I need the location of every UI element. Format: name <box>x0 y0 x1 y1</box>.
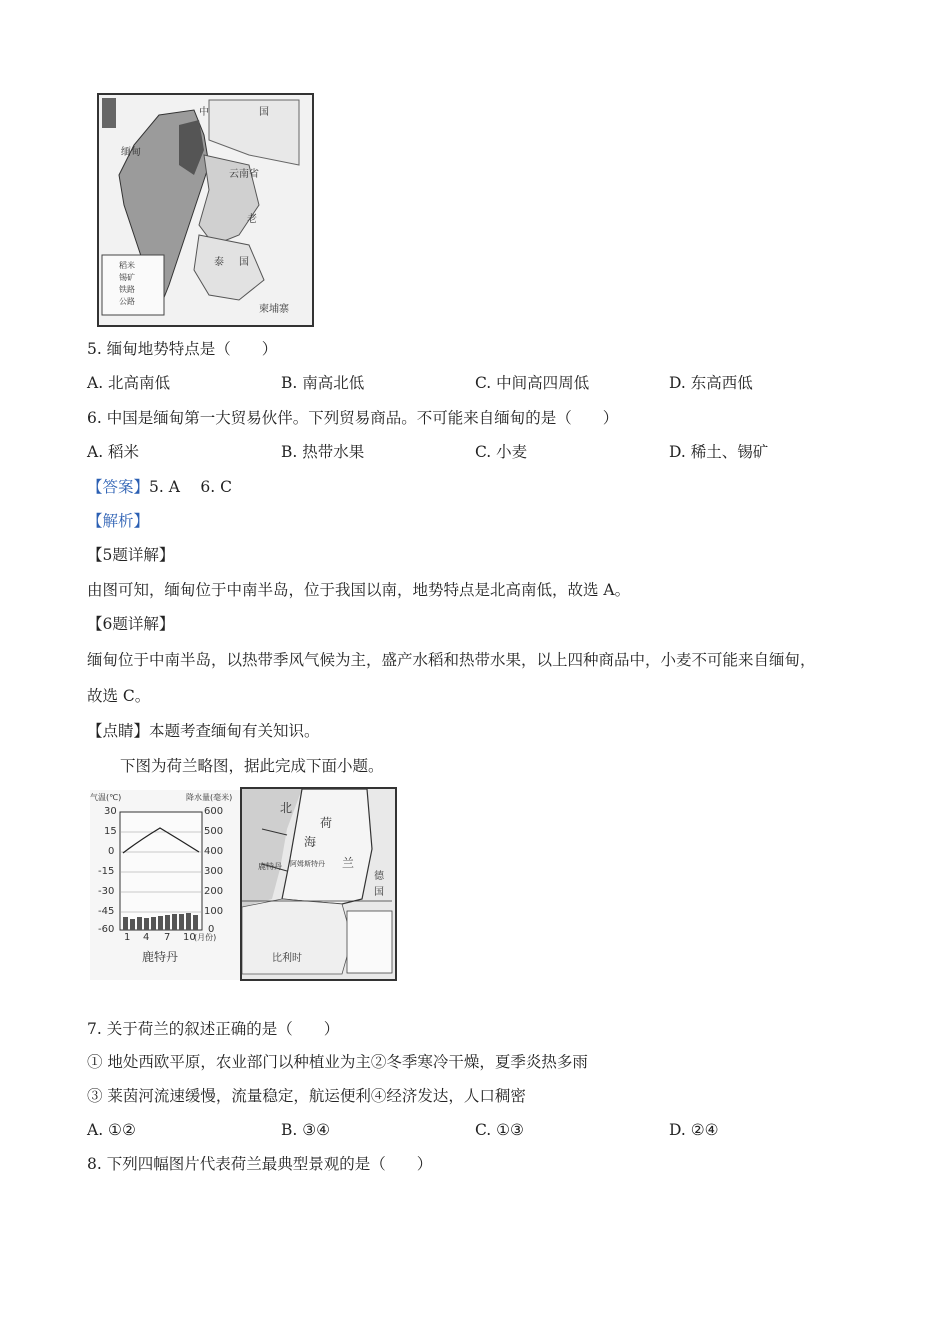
climate-x-tick-4: 4 <box>143 932 150 943</box>
q6-detail-head: 【6题详解】 <box>87 615 175 633</box>
map2-label-bei: 北 <box>280 801 293 815</box>
netherlands-map-drawing <box>242 789 395 979</box>
q7-option-d[interactable]: D. ②④ <box>669 1121 719 1139</box>
answer-text: 5. A 6. C <box>149 478 232 496</box>
netherlands-map <box>240 787 397 981</box>
climate-city: 鹿特丹 <box>142 950 179 964</box>
map2-label-belgium: 比利时 <box>272 953 302 964</box>
map2-label-rotterdam: 鹿特丹 <box>258 862 282 871</box>
climate-left-tick-4: -30 <box>98 886 115 897</box>
q6-question: 6. 中国是缅甸第一大贸易伙伴。下列贸易商品。不可能来自缅甸的是（ ） <box>87 409 619 427</box>
climate-right-tick-2: 400 <box>204 846 224 857</box>
q7-statement-2: ③ 莱茵河流速缓慢，流量稳定，航运便利④经济发达，人口稠密 <box>87 1087 526 1105</box>
q7-statement-1: ① 地处西欧平原，农业部门以种植业为主②冬季寒冷干燥，夏季炎热多雨 <box>87 1053 588 1071</box>
climate-month-label: (月份) <box>194 933 217 942</box>
map1-legend-rice: 稻米 <box>119 261 135 270</box>
climate-right-tick-5: 100 <box>204 906 224 917</box>
climate-left-tick-1: 15 <box>104 826 117 837</box>
q6-option-b[interactable]: B. 热带水果 <box>281 443 365 461</box>
climate-right-tick-0: 600 <box>204 806 224 817</box>
climate-x-tick-1: 1 <box>124 932 131 943</box>
map1-legend-tin: 锡矿 <box>119 273 135 282</box>
q7-option-a[interactable]: A. ①② <box>87 1121 136 1139</box>
answer-tag: 【答案】 <box>87 478 150 496</box>
climate-temp-label: 气温(℃) <box>90 793 122 802</box>
map2-label-de: 德 <box>374 871 384 882</box>
q6-option-a[interactable]: A. 稻米 <box>87 443 140 461</box>
map1-label-guo: 国 <box>259 107 269 118</box>
map2-label-amsterdam: 阿姆斯特丹 <box>290 860 325 868</box>
q5-option-c[interactable]: C. 中间高四周低 <box>475 374 590 392</box>
climate-chart <box>90 790 240 980</box>
climate-left-tick-5: -45 <box>98 906 115 917</box>
q6-option-c[interactable]: C. 小麦 <box>475 443 528 461</box>
map1-label-guo2: 国 <box>239 257 249 268</box>
map1-label-zhong: 中 <box>199 107 209 118</box>
q5-detail-head: 【5题详解】 <box>87 546 175 564</box>
myanmar-map <box>97 93 314 327</box>
q5-question: 5. 缅甸地势特点是（ ） <box>87 340 278 358</box>
q5-option-d[interactable]: D. 东高西低 <box>669 374 753 392</box>
q6-detail-body-1: 缅甸位于中南半岛，以热带季风气候为主，盛产水稻和热带水果，以上四种商品中，小麦不可能来自缅甸， <box>87 651 816 669</box>
climate-left-tick-6: -60 <box>98 924 115 935</box>
climate-x-tick-7: 7 <box>164 932 171 943</box>
climate-left-tick-0: 30 <box>104 806 117 817</box>
q6-option-d[interactable]: D. 稀土、锡矿 <box>669 443 769 461</box>
map1-label-yunnan: 云南省 <box>229 169 259 180</box>
map2-label-hai: 海 <box>304 835 317 849</box>
q7-option-b[interactable]: B. ③④ <box>281 1121 331 1139</box>
climate-right-tick-6: 0 <box>208 924 215 935</box>
q7-question: 7. 关于荷兰的叙述正确的是（ ） <box>87 1020 340 1038</box>
q7-option-c[interactable]: C. ①③ <box>475 1121 524 1139</box>
climate-left-tick-2: 0 <box>108 846 115 857</box>
climate-x-tick-10: 10 <box>183 932 196 943</box>
q8-question: 8. 下列四幅图片代表荷兰最典型景观的是（ ） <box>87 1155 433 1173</box>
map1-legend-road: 公路 <box>119 297 135 306</box>
map2-label-guo: 国 <box>374 887 384 898</box>
map1-label-cambodia: 柬埔寨 <box>259 304 289 315</box>
q5-option-a[interactable]: A. 北高南低 <box>87 374 171 392</box>
intro-netherlands: 下图为荷兰略图，据此完成下面小题。 <box>120 757 384 775</box>
q6-detail-body-2: 故选 C。 <box>87 687 151 705</box>
climate-right-tick-3: 300 <box>204 866 224 877</box>
map2-label-he: 荷 <box>320 816 333 830</box>
climate-right-tick-4: 200 <box>204 886 224 897</box>
remark: 【点睛】本题考查缅甸有关知识。 <box>87 722 320 740</box>
climate-right-tick-1: 500 <box>204 826 224 837</box>
map1-legend-rail: 铁路 <box>119 285 135 294</box>
q5-detail-body: 由图可知，缅甸位于中南半岛，位于我国以南，地势特点是北高南低，故选 A。 <box>87 581 631 599</box>
map1-label-tai: 泰 <box>214 257 224 268</box>
climate-precip-label: 降水量(毫米) <box>186 793 233 802</box>
map1-label-myanmar: 缅甸 <box>121 147 141 158</box>
map2-label-lan: 兰 <box>342 856 355 870</box>
answer-line <box>87 476 232 498</box>
map1-label-lao: 老 <box>247 214 257 225</box>
analysis-tag: 【解析】 <box>87 512 150 530</box>
q5-option-b[interactable]: B. 南高北低 <box>281 374 365 392</box>
climate-left-tick-3: -15 <box>98 866 115 877</box>
